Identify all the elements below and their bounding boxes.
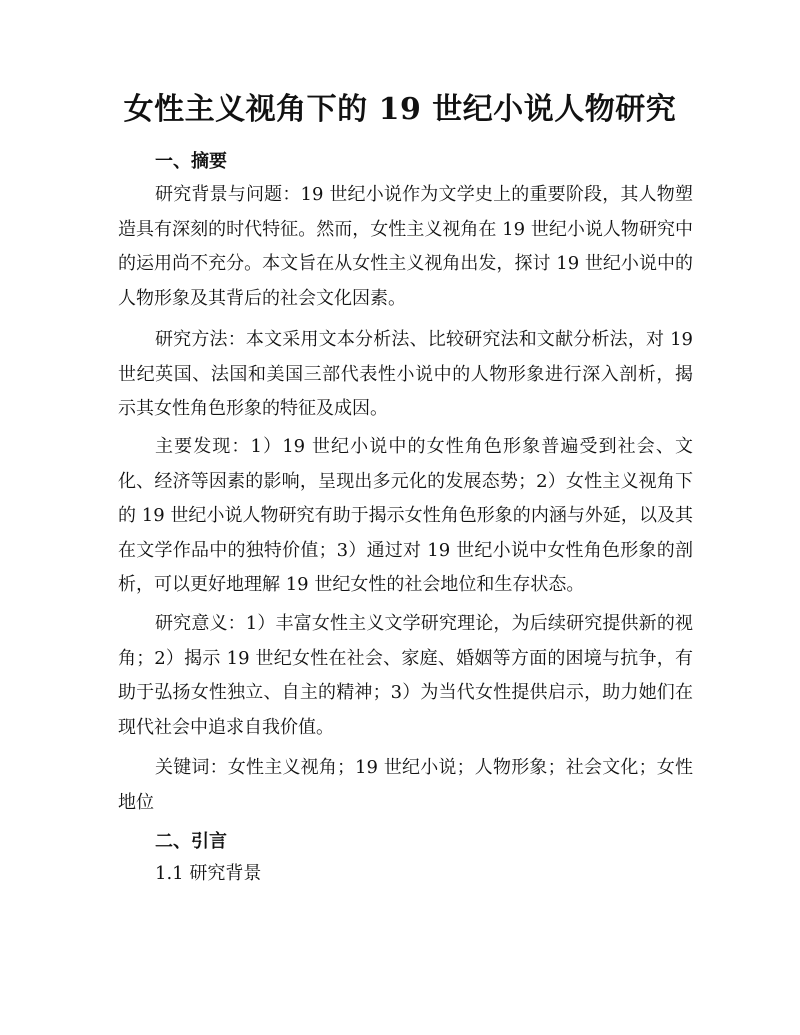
paragraph-significance: 研究意义：1）丰富女性主义文学研究理论，为后续研究提供新的视角；2）揭示 19 世纪女性在社会、家庭、婚姻等方面的困境与抗争，有助于弘扬女性独立、自主的精神；3）为当代女性提供启示，助力她们在现代社会中追求自我价值。 (118, 613, 693, 738)
paragraph-findings: 主要发现：1）19 世纪小说中的女性角色形象普遍受到社会、文化、经济等因素的影响，呈现出多元化的发展态势；2）女性主义视角下的 19 世纪小说人物研究有助于揭示女性角色形象的内涵与外延，以及其在文学作品中的独特价值；3）通过对 19 世纪小说中女性角色形象的剖析，可以更好地理解 19 世纪女性的社会地位和生存状态。 (118, 436, 693, 595)
section-heading-introduction: 二、引言 (155, 831, 227, 852)
subsection-heading-background: 1.1 研究背景 (155, 863, 262, 884)
paragraph-methods: 研究方法：本文采用文本分析法、比较研究法和文献分析法，对 19 世纪英国、法国和美国三部代表性小说中的人物形象进行深入剖析，揭示其女性角色形象的特征及成因。 (118, 329, 693, 419)
section-heading-abstract: 一、摘要 (155, 151, 227, 172)
document-title: 女性主义视角下的 19 世纪小说人物研究 (123, 92, 677, 127)
paragraph-keywords: 关键词：女性主义视角；19 世纪小说；人物形象；社会文化；女性地位 (118, 757, 693, 813)
paragraph-background: 研究背景与问题：19 世纪小说作为文学史上的重要阶段，其人物塑造具有深刻的时代特征。然而，女性主义视角在 19 世纪小说人物研究中的运用尚不充分。本文旨在从女性主义视角出发，探讨 19 世纪小说中的人物形象及其背后的社会文化因素。 (118, 184, 693, 309)
